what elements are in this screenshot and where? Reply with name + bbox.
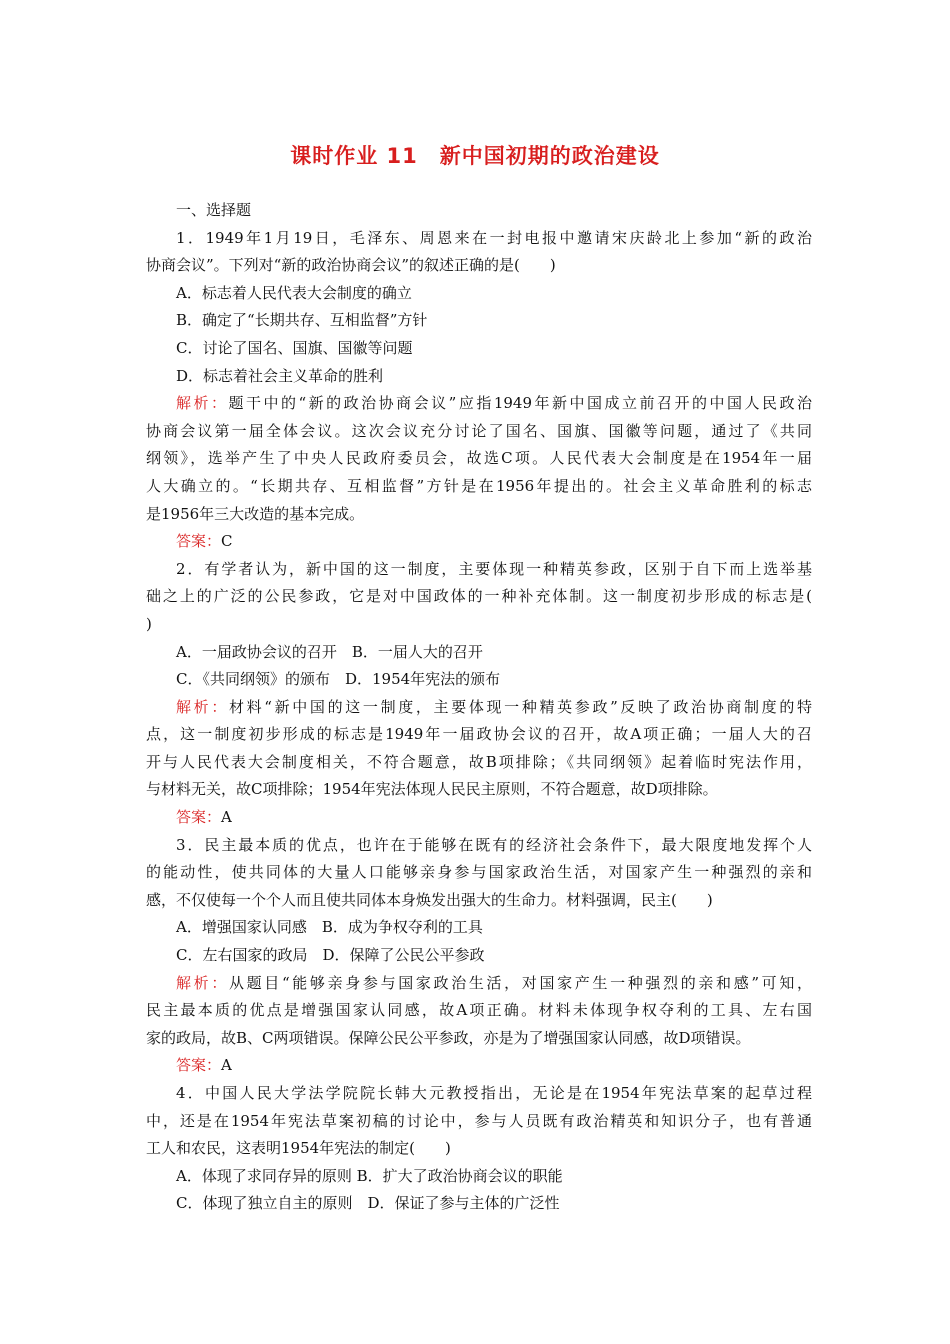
question-stem-line: )	[146, 614, 152, 633]
document-body	[146, 197, 812, 1218]
answer-value: A	[221, 808, 232, 827]
answer-line	[146, 1052, 812, 1080]
question-stem-line: 中，还是在1954年宪法草案初稿的讨论中，参与人员既有政治精英和知识分子，也有普通	[146, 1111, 812, 1130]
answer-label: 答案：	[176, 1056, 222, 1075]
question-stem-line: 1．1949年1月19日，毛泽东、周恩来在一封电报中邀请宋庆龄北上参加“新的政治	[176, 228, 812, 247]
page-title: 课时作业 11 新中国初期的政治建设	[290, 144, 660, 168]
option-line: C．《共同纲领》的颁布 D．1954年宪法的颁布	[176, 670, 501, 689]
analysis-line: 民主最本质的优点是增强国家认同感，故A项正确。材料未体现争权夺利的工具、左右国	[146, 1001, 812, 1020]
answer-line	[146, 804, 812, 832]
answer-value: C	[221, 532, 233, 551]
answer-line	[146, 528, 812, 556]
analysis-label: 解析：	[176, 394, 229, 413]
option-line: C．讨论了国名、国旗、国徽等问题	[176, 338, 413, 357]
analysis-line: 家的政局，故B、C两项错误。保障公民公平参政，亦是为了增强国家认同感，故D项错误。	[146, 1028, 751, 1047]
question-1	[146, 225, 812, 556]
analysis-text: 从题目“能够亲身参与国家政治生活，对国家产生一种强烈的亲和感”可知，	[228, 973, 812, 992]
analysis-line: 协商会议第一届全体会议。这次会议充分讨论了国名、国旗、国徽等问题，通过了《共同	[146, 421, 812, 440]
analysis-first-line	[146, 390, 812, 418]
option-line: C．左右国家的政局 D．保障了公民公平参政	[176, 946, 485, 965]
analysis-label: 解析：	[176, 973, 229, 992]
analysis-line: 点，这一制度初步形成的标志是1949年一届政协会议的召开，故A项正确；一届人大的召	[146, 725, 812, 744]
question-stem-line: 协商会议”。下列对“新的政治协商会议”的叙述正确的是( )	[146, 256, 556, 275]
analysis-line: 纲领》，选举产生了中央人民政府委员会，故选C项。人民代表大会制度是在1954年一届	[146, 449, 812, 468]
question-stem-line: 2．有学者认为，新中国的这一制度，主要体现一种精英参政，区别于自下而上选举基	[176, 559, 812, 578]
answer-value: A	[221, 1056, 232, 1075]
analysis-line: 开与人民代表大会制度相关，不符合题意，故B项排除；《共同纲领》起着临时宪法作用，	[146, 752, 812, 771]
option-line: A．标志着人民代表大会制度的确立	[176, 283, 412, 302]
option-line: A．一届政协会议的召开 B．一届人大的召开	[176, 642, 483, 661]
option-line: D．标志着社会主义革命的胜利	[176, 366, 384, 385]
answer-label: 答案：	[176, 532, 222, 551]
option-line: B．确定了“长期共存、互相监督”方针	[176, 311, 428, 330]
analysis-first-line	[146, 970, 812, 998]
section-heading: 一、选择题	[176, 201, 252, 219]
analysis-first-line	[146, 694, 812, 722]
analysis-text: 材料“新中国的这一制度，主要体现一种精英参政”反映了政治协商制度的特	[228, 697, 812, 716]
analysis-text: 题干中的“新的政治协商会议”应指1949年新中国成立前召开的中国人民政治	[228, 394, 812, 413]
option-line: A．体现了求同存异的原则 B．扩大了政治协商会议的职能	[176, 1166, 563, 1185]
analysis-line: 与材料无关，故C项排除；1954年宪法体现人民民主原则，不符合题意，故D项排除。	[146, 780, 718, 799]
question-stem-line: 4．中国人民大学法学院院长韩大元教授指出，无论是在1954年宪法草案的起草过程	[176, 1084, 812, 1102]
question-4	[146, 1080, 812, 1218]
question-3	[146, 832, 812, 1080]
question-stem-line: 的能动性，使共同体的大量人口能够亲身参与国家政治生活，对国家产生一种强烈的亲和	[146, 863, 812, 882]
question-stem-line: 感，不仅使每一个个人而且使共同体本身焕发出强大的生命力。材料强调，民主( )	[146, 890, 713, 909]
question-2	[146, 556, 812, 832]
analysis-line: 是1956年三大改造的基本完成。	[146, 504, 365, 523]
question-stem-line: 工人和农民，这表明1954年宪法的制定( )	[146, 1139, 451, 1158]
analysis-label: 解析：	[176, 697, 229, 716]
question-stem-line: 3．民主最本质的优点，也许在于能够在既有的经济社会条件下，最大限度地发挥个人	[176, 835, 812, 854]
analysis-line: 人大确立的。“长期共存、互相监督”方针是在1956年提出的。社会主义革命胜利的标志	[146, 476, 812, 495]
question-stem-line: 础之上的广泛的公民参政，它是对中国政体的一种补充体制。这一制度初步形成的标志是(	[146, 587, 812, 606]
option-line: C．体现了独立自主的原则 D．保证了参与主体的广泛性	[176, 1194, 560, 1213]
answer-label: 答案：	[176, 808, 222, 827]
option-line: A．增强国家认同感 B．成为争权夺利的工具	[176, 918, 483, 937]
